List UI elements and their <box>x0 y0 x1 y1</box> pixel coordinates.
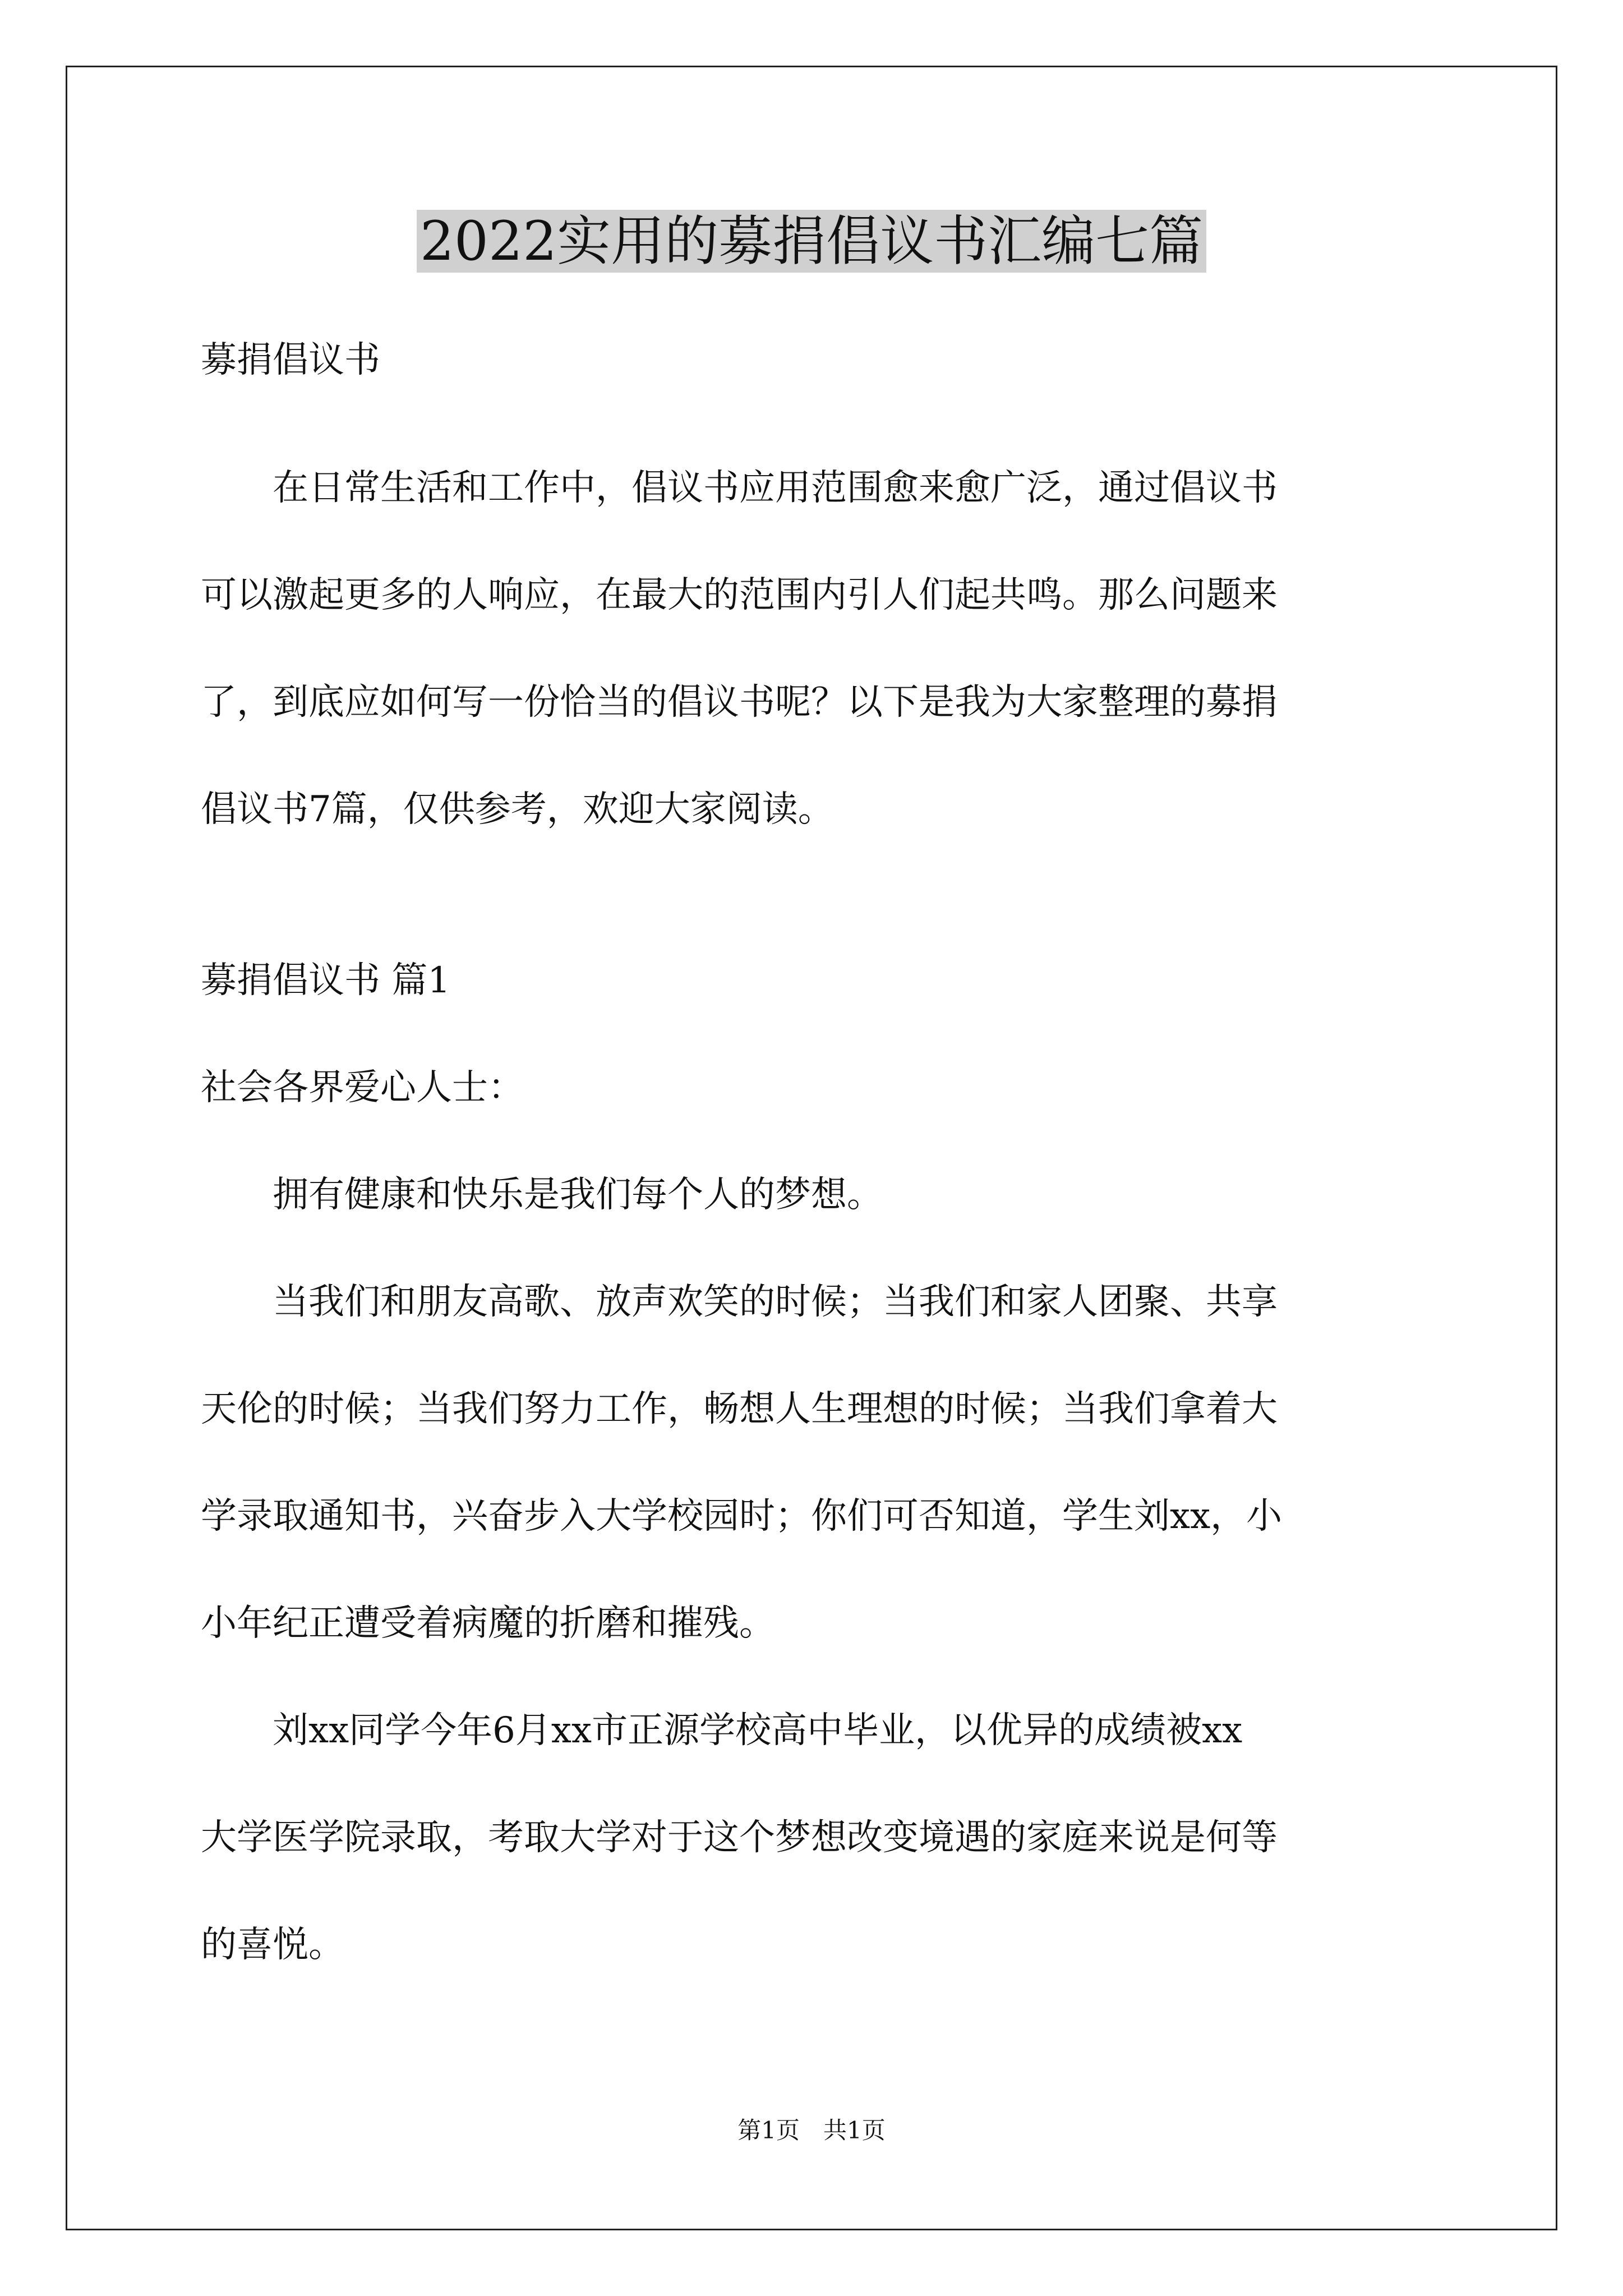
document-title-text: 2022实用的募捐倡议书汇编七篇 <box>417 210 1206 273</box>
paragraph-line: 天伦的时候；当我们努力工作，畅想人生理想的时候；当我们拿着大 <box>201 1388 1278 1430</box>
paragraph-line: 可以激起更多的人响应，在最大的范围内引人们起共鸣。那么问题来 <box>201 574 1278 616</box>
page-border <box>66 66 1557 2230</box>
paragraph-line: 的喜悦。 <box>201 1924 344 1966</box>
document-title <box>0 202 1623 280</box>
paragraph-line: 学录取通知书，兴奋步入大学校园时；你们可否知道，学生刘xx，小 <box>201 1496 1283 1537</box>
section-heading: 募捐倡议书 <box>201 339 380 381</box>
paragraph-line: 小年纪正遭受着病魔的折磨和摧残。 <box>201 1603 775 1644</box>
paragraph-line: 大学医学院录取，考取大学对于这个梦想改变境遇的家庭来说是何等 <box>201 1817 1278 1858</box>
paragraph-line: 刘xx同学今年6月xx市正源学校高中毕业，以优异的成绩被xx <box>273 1710 1243 1751</box>
paragraph-line: 倡议书7篇，仅供参考，欢迎大家阅读。 <box>201 789 834 830</box>
paragraph-line: 拥有健康和快乐是我们每个人的梦想。 <box>273 1174 883 1216</box>
page-footer: 第1页 共1页 <box>737 2116 886 2144</box>
paragraph-line: 了，到底应如何写一份恰当的倡议书呢？以下是我为大家整理的募捐 <box>201 682 1278 723</box>
paragraph-line: 在日常生活和工作中，倡议书应用范围愈来愈广泛，通过倡议书 <box>273 467 1278 509</box>
salutation: 社会各界爱心人士： <box>201 1067 524 1108</box>
paragraph-line: 当我们和朋友高歌、放声欢笑的时候；当我们和家人团聚、共享 <box>273 1281 1278 1323</box>
section-heading: 募捐倡议书 篇1 <box>201 960 451 1001</box>
